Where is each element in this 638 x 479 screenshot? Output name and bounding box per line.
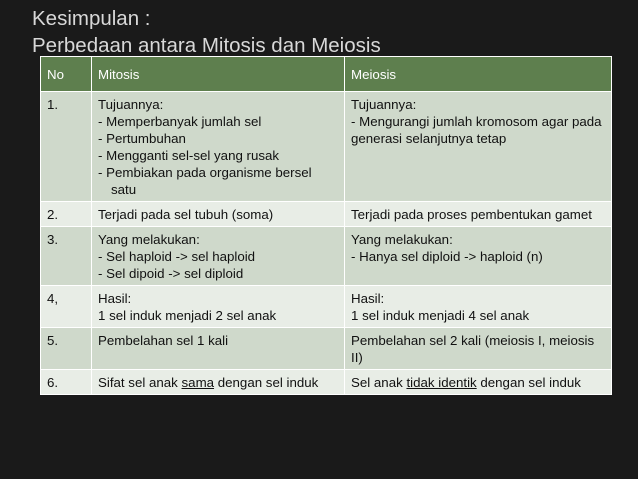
header-no: No: [41, 57, 92, 92]
bullet-item: - Sel haploid -> sel haploid: [98, 249, 256, 264]
cell-lead: Yang melakukan:: [98, 232, 200, 247]
cell-mitosis: [92, 92, 345, 202]
cell-mitosis: [92, 286, 345, 328]
table-row: [41, 92, 612, 202]
bullet-item: - Sel dipoid -> sel diploid: [98, 266, 244, 281]
table-row: [41, 328, 612, 370]
text-emphasis: sama: [181, 375, 215, 390]
bullet-item: - Memperbanyak jumlah sel: [98, 114, 262, 129]
title-line-2: Perbedaan antara Mitosis dan Meiosis: [32, 34, 381, 57]
cell-no: 4,: [41, 286, 92, 328]
cell-meiosis: [345, 370, 612, 395]
cell-text: - Hanya sel diploid -> haploid (n): [351, 249, 543, 264]
table-row: [41, 370, 612, 395]
slide-title: [32, 5, 381, 59]
cell-text: 1 sel induk menjadi 4 sel anak: [351, 308, 530, 323]
table-row: [41, 227, 612, 286]
cell-mitosis: [92, 227, 345, 286]
header-mitosis: Mitosis: [92, 57, 345, 92]
bullet-item: - Mengganti sel-sel yang rusak: [98, 148, 280, 163]
bullet-item: - Pembiakan pada organisme bersel satu: [98, 165, 312, 197]
table-row: [41, 202, 612, 227]
table-row: [41, 286, 612, 328]
bullet-item: - Pertumbuhan: [98, 131, 186, 146]
text-emphasis: tidak identik: [406, 375, 477, 390]
cell-text: - Mengurangi jumlah kromosom agar pada generasi selanjutnya tetap: [351, 114, 602, 146]
table-header-row: [41, 57, 612, 92]
cell-no: 2.: [41, 202, 92, 227]
title-line-1: Kesimpulan :: [32, 7, 151, 30]
cell-no: 5.: [41, 328, 92, 370]
header-meiosis: Meiosis: [345, 57, 612, 92]
cell-lead: Yang melakukan:: [351, 232, 453, 247]
comparison-table: [40, 56, 612, 395]
cell-text: 1 sel induk menjadi 2 sel anak: [98, 308, 277, 323]
cell-mitosis: [92, 370, 345, 395]
cell-meiosis: Pembelahan sel 2 kali (meiosis I, meiosis II): [345, 328, 612, 370]
text-pre: Sel anak: [351, 375, 407, 390]
cell-lead: Hasil:: [351, 291, 385, 306]
cell-lead: Tujuannya:: [351, 97, 417, 112]
cell-meiosis: Terjadi pada proses pembentukan gamet: [345, 202, 612, 227]
cell-lead: Tujuannya:: [98, 97, 164, 112]
cell-meiosis: [345, 92, 612, 202]
cell-no: 3.: [41, 227, 92, 286]
cell-meiosis: [345, 286, 612, 328]
cell-meiosis: [345, 227, 612, 286]
text-post: dengan sel induk: [214, 375, 319, 390]
cell-lead: Hasil:: [98, 291, 132, 306]
cell-mitosis: Terjadi pada sel tubuh (soma): [92, 202, 345, 227]
text-post: dengan sel induk: [476, 375, 581, 390]
text-pre: Sifat sel anak: [98, 375, 182, 390]
cell-no: 1.: [41, 92, 92, 202]
cell-no: 6.: [41, 370, 92, 395]
cell-mitosis: Pembelahan sel 1 kali: [92, 328, 345, 370]
